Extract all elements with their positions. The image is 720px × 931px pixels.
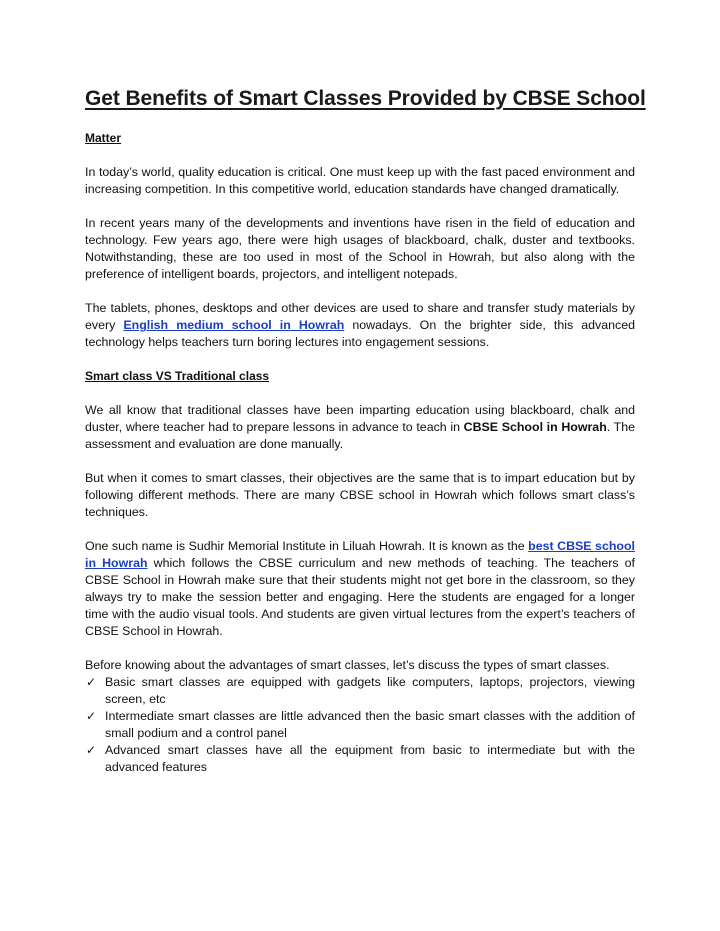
paragraph-traditional-text-end: . The assessment and evaluation are done manually. — [85, 420, 635, 451]
smart-class-types-list — [85, 674, 635, 776]
checkmark-icon: ✓ — [86, 743, 97, 757]
list-item-text: Intermediate smart classes are little advanced then the basic smart classes with the addition of small podium and a control panel — [105, 709, 635, 740]
paragraph-intro: In today’s world, quality education is critical. One must keep up with the fast paced environment and increasing competition. In this competitive world, education standards have changed dramatically. — [85, 165, 635, 196]
list-item — [85, 708, 635, 742]
paragraph-types-intro: Before knowing about the advantages of smart classes, let’s discuss the types of smart classes. — [85, 658, 610, 672]
checkmark-icon: ✓ — [86, 675, 97, 689]
paragraph-devices-text-start: The tablets, phones, desktops and other devices are used to share and transfer study materials by every — [85, 301, 635, 332]
english-medium-school-link[interactable]: English medium school in Howrah — [123, 318, 345, 332]
checkmark-icon: ✓ — [86, 709, 97, 723]
matter-heading: Matter — [85, 131, 122, 145]
best-cbse-school-link[interactable]: best CBSE school in Howrah — [85, 539, 635, 570]
list-item — [85, 742, 635, 776]
paragraph-devices — [85, 300, 635, 351]
paragraph-smart-classes: But when it comes to smart classes, their objectives are the same that is to impart education but by following different methods. There are many CBSE school in Howrah which follows smart class’s techniques. — [85, 471, 635, 519]
paragraph-developments: In recent years many of the developments and inventions have risen in the field of education and technology. Few years ago, there were high usages of blackboard, chalk, duster and textbooks. Notwithstanding, these are too used in most of the School in Howrah, but also along with the preference of intelligent boards, projectors, and intelligent notepads. — [85, 216, 635, 281]
list-item-text: Advanced smart classes have all the equipment from basic to intermediate but with the advanced features — [105, 743, 635, 774]
list-item — [85, 674, 635, 708]
paragraph-devices-text-end: nowadays. On the brighter side, this advanced technology helps teachers turn boring lectures into engagement sessions. — [85, 318, 635, 349]
paragraph-institute — [85, 538, 635, 640]
cbse-school-bold-text: CBSE School in Howrah — [463, 420, 607, 434]
paragraph-institute-text-end: which follows the CBSE curriculum and new methods of teaching. The teachers of CBSE School in Howrah make sure that their students might not get bore in the classroom, so they always try to make the session better and engaging. Here the students are engaged for a longer time with the audio visual tools. And students are given virtual lectures from the expert’s teachers of CBSE School in Howrah. — [85, 556, 635, 638]
document-title: Get Benefits of Smart Classes Provided by CBSE School — [85, 87, 646, 110]
paragraph-traditional-text-start: We all know that traditional classes have been imparting education using blackboard, chalk and duster, where teacher had to prepare lessons in advance to teach in — [85, 403, 635, 434]
list-item-text: Basic smart classes are equipped with gadgets like computers, laptops, projectors, viewing screen, etc — [105, 675, 635, 706]
paragraph-traditional — [85, 402, 635, 453]
section-heading-smart-vs-traditional: Smart class VS Traditional class — [85, 369, 270, 383]
document-body — [85, 84, 646, 776]
paragraph-institute-text-start: One such name is Sudhir Memorial Institute in Liluah Howrah. It is known as the — [85, 539, 529, 553]
